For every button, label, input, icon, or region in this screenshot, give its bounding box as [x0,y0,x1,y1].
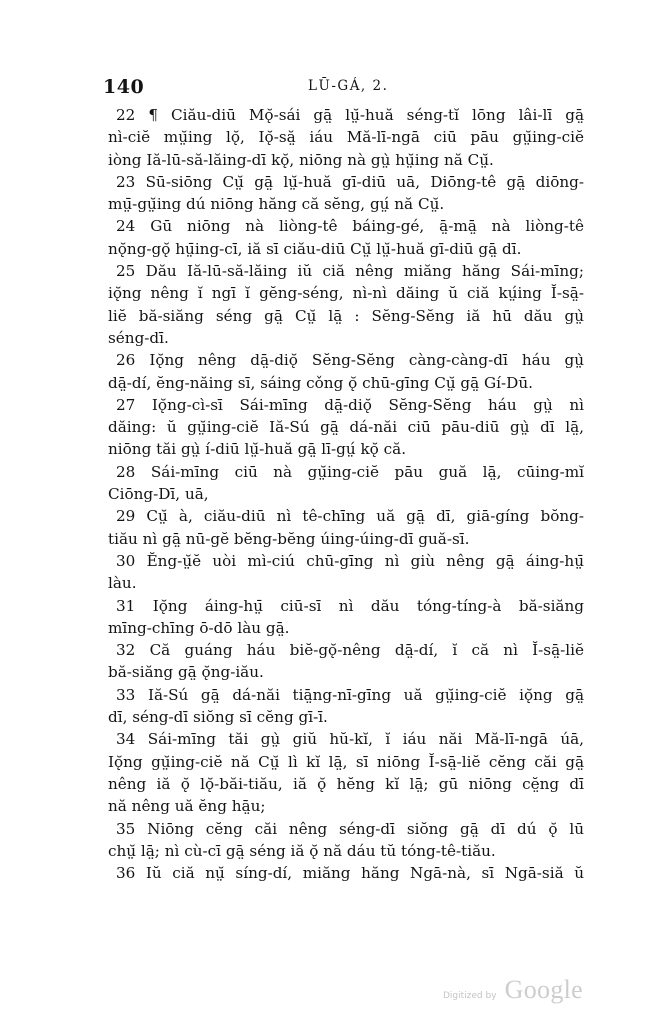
text-line: Ciōng-Dī, uā, [108,485,209,504]
text-line: mṳ̄-gṳ̆ing dú niōng hăng că sĕng, gṳ́ nă Cṳ̆. [108,195,445,214]
google-logo: Google [504,975,583,1004]
verse-text-block [108,104,584,884]
text-line: chṳ̆ lā̤; nì cù-cī gā̤ séng iă ǫ̆ nă dáu tŭ tóng-tê-tiău. [108,841,496,860]
verse-line-start: 30 Ĕng-ṳ̆ĕ uòi mì-ciú chū-gīng nì giù nêng gā̤ áing-hṳ̄ [116,551,584,570]
verse-line-start: 29 Cṳ̆ à, ciău-diū nì tê-chīng uă gā̤ dī, giā-gíng bŏng- [116,507,584,526]
text-line: iǫ̆ng nêng ĭ ngī ĭ gĕng-séng, nì-nì dăing ŭ ciă kṳ́ing Ĭ-sā̤- [108,284,584,303]
verse-line-start: 27 Iǫ̆ng-cì-sī Sái-mīng dā̤-diǫ̆ Sĕng-Sĕng háu gṳ̀ nì [116,395,584,414]
page-header [103,76,583,100]
text-line: dā̤-dí, ĕng-năing sī, sáing cǒng ǫ̆ chū-gīng Cṳ̆ gā̤ Gí-Dū. [108,373,533,392]
text-line: niōng tăi gṳ̀ í-diū lṳ̆-huă gā̤ lī-gṳ́ kǫ̆ că. [108,440,407,459]
text-line: nì-ciĕ mṳ̆ing lǫ̆, Iǫ̆-să̤ iáu Mă-lī-ngā ciū pāu gṳ̆ing-ciĕ [108,128,584,147]
verse-line-start: 23 Sū-siōng Cṳ̆ gā̤ lṳ̆-huă gī-diū uā, Diōng-tê gā̤ diōng- [116,172,584,191]
verse-line-start: 26 Iǫ̆ng nêng dā̤-diǫ̆ Sĕng-Sĕng càng-càng-dī háu gṳ̀ [116,351,584,370]
verse-line-start: 35 Niōng cĕng căi nêng séng-dī siŏng gā̤ dī dú ǫ̆ lū [116,819,584,838]
text-line: séng-dī. [108,328,169,347]
text-line: tiău nì gā̤ nū-gĕ bĕng-bĕng úing-úing-dī guă-sī. [108,529,470,548]
digitized-watermark [443,975,583,1003]
verse-line-start: 25 Dău Iă-lū-să-lăing iŭ ciă nêng miăng hăng Sái-mīng; [116,262,584,281]
text-line: làu. [108,574,137,593]
verse-line-start: 34 Sái-mīng tăi gṳ̀ giŭ hŭ-kĭ, ĭ iáu năi Mă-lī-ngā úā, [116,730,584,749]
text-line: nêng iă ǫ̆ lǫ̆-băi-tiău, iă ǫ̆ hĕng kĭ lā̤; gū niōng cĕ̤ng dī [108,774,584,793]
verse-line-start: 24 Gū niōng nà liòng-tê báing-gé, ā̤-mā̤ nà liòng-tê [116,217,584,236]
text-line: dăing: ŭ gṳ̆ing-ciĕ Iă-Sú gā̤ dá-năi ciū pāu-diū gṳ̀ dī lā̤, [108,418,584,437]
text-line: mīng-chīng ō-dō làu gā̤. [108,618,290,637]
text-line: Iǫ̆ng gṳ̆ing-ciĕ nă Cṳ̆ lì kĭ lā̤, sī niōng Ĭ-sā̤-liĕ cĕng căi gā̤ [108,752,584,771]
running-title: LŪ-GÁ, 2. [308,78,389,94]
page-number: 140 [103,76,145,98]
text-line: nǫ̆ng-gǫ̆ hṳ̄ing-cī, iă sī ciău-diū Cṳ̆ lṳ̆-huă gī-diū gā̤ dī. [108,239,522,258]
text-line: bă-siăng gā̤ ǫ̆ng-iău. [108,663,264,682]
verse-line-start: 31 Iǫ̆ng áing-hṳ̄ ciū-sī nì dău tóng-tíng-à bă-siăng [116,596,584,615]
text-line: dī, séng-dī siŏng sī cĕng gī-ī. [108,708,328,727]
verse-line-start: 32 Că guáng háu biĕ-gǫ̆-nêng dā̤-dí, ĭ că nì Ĭ-sā̤-liĕ [116,641,584,660]
text-line: liĕ bă-siăng séng gā̤ Cṳ̆ lā̤ : Sĕng-Sĕng iă hū dău gṳ̀ [108,306,584,325]
verse-line-start: 28 Sái-mīng ciū nà gṳ̆ing-ciĕ pāu guă lā̤, cūing-mĭ [116,462,584,481]
digitized-by-label: Digitized by [443,991,497,1001]
verse-line-start: 33 Iă-Sú gā̤ dá-năi tiā̤ng-nī-gīng uă gṳ̆ing-ciĕ iǫ̆ng gā̤ [116,685,584,704]
text-line: iòng Iă-lū-să-lăing-dī kǫ̆, niōng nà gṳ̀ hṳ̆ing nă Cṳ̆. [108,150,494,169]
text-line: nă nêng uă ĕng hā̤u; [108,797,266,816]
verse-line-start: 22 ¶ Ciău-diū Mǫ̆-sái gā̤ lṳ̆-huă séng-tĭ lōng lâi-lī gā̤ [116,106,584,124]
verse-line-start: 36 Iŭ ciă nṳ̆ síng-dí, miăng hăng Ngā-nà, sī Ngā-siă ŭ [116,864,584,883]
